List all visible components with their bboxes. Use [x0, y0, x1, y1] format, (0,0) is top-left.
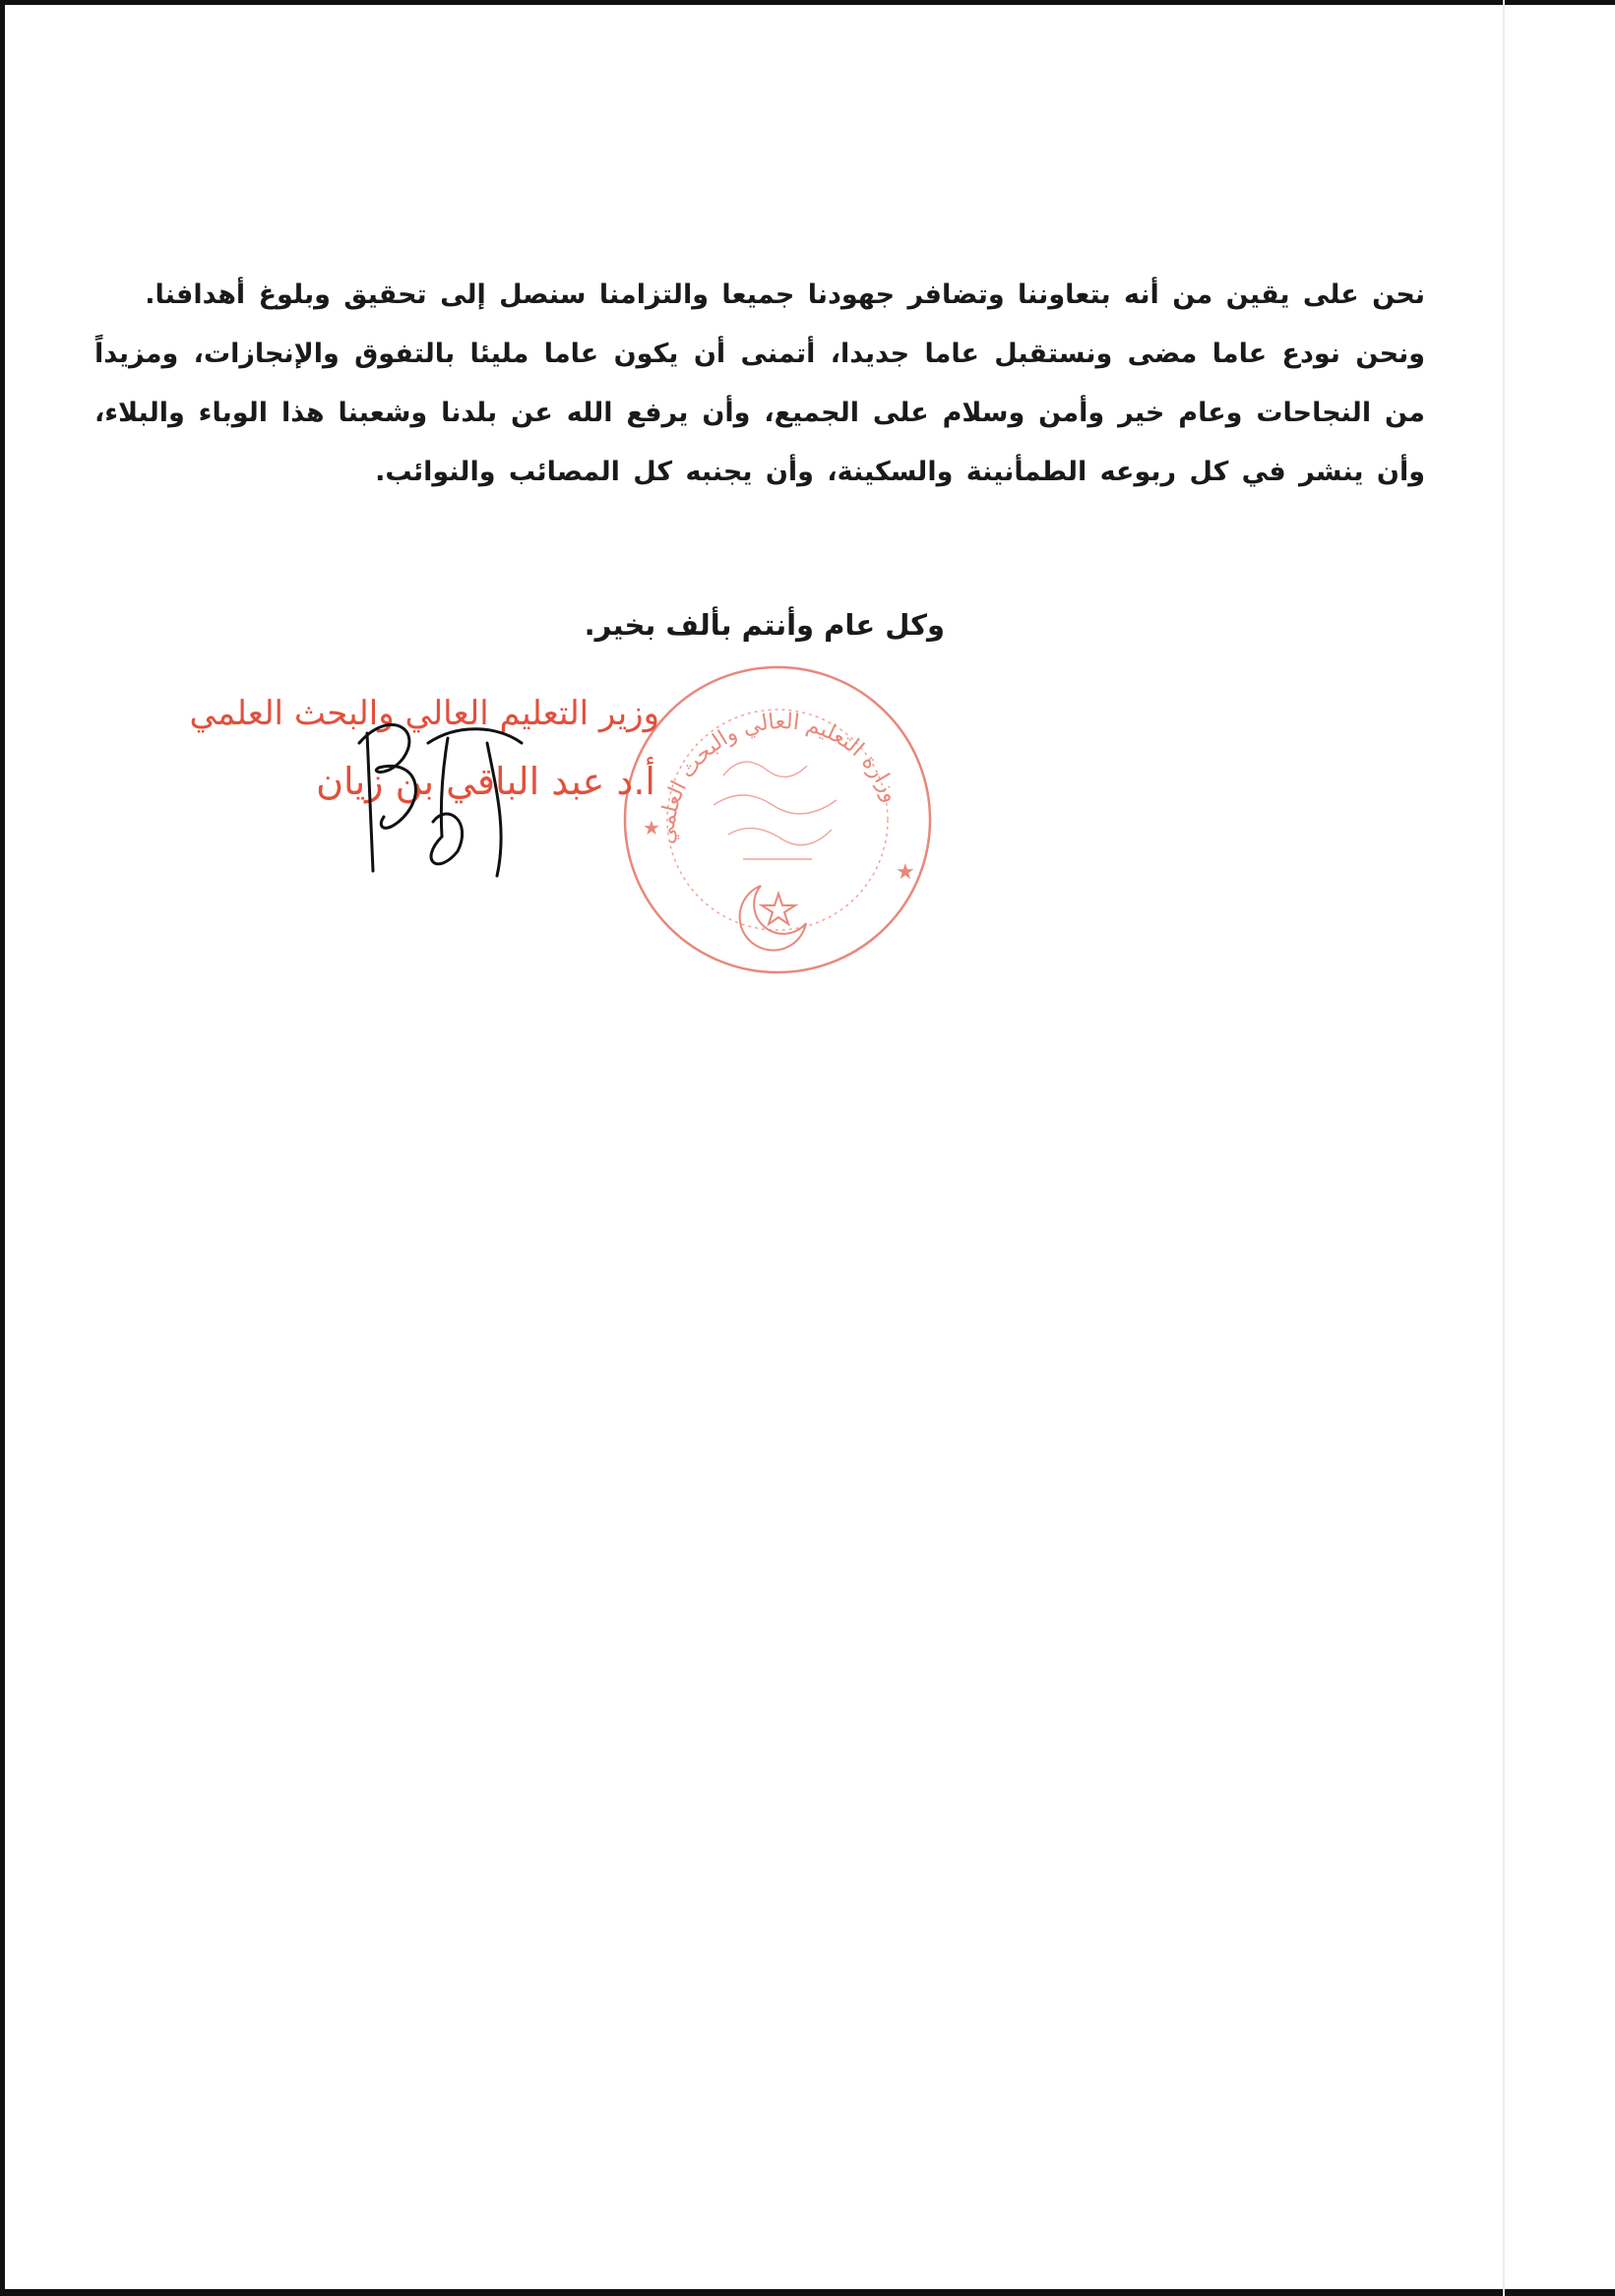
scan-edge-bottom	[0, 2289, 1615, 2296]
scan-edge-left	[0, 0, 5, 2296]
closing-greeting: وكل عام وأنتم بألف بخير.	[584, 608, 945, 642]
scan-edge-right	[1503, 0, 1505, 2296]
scan-edge-top	[0, 0, 1615, 5]
handwritten-signature	[349, 714, 546, 881]
svg-text:★: ★	[896, 860, 915, 885]
signatory-title: وزير التعليم العالي والبحث العلمي	[189, 694, 659, 733]
svg-text:★: ★	[643, 816, 660, 839]
signatory-name: أ.د عبد الباقي بن زيان	[316, 760, 655, 803]
paragraph-1: نحن على يقين من أنه بتعاوننا وتضافر جهودنا جميعا والتزامنا سنصل إلى تحقيق وبلوغ أهدافنا.	[145, 279, 1425, 310]
official-stamp	[615, 657, 940, 982]
paragraph-2: ونحن نودع عاما مضى ونستقبل عاما جديدا، أتمنى أن يكون عاما مليئا بالتفوق والإنجازات، ومزيداً من النجاحات وعام خير وأمن وسلام على الجميع، وأن يرفع الله عن بلدنا وشعبنا هذا الوباء والبلاء، وأن ينشر في كل ربوعه الطمأنينة والسكينة، وأن يجنبه كل المصائب والنوائب.	[94, 339, 1425, 487]
svg-text:وزارة التعليم العالي والبحث ال	[655, 710, 903, 844]
letter-body	[94, 266, 1425, 502]
stamp-text: وزارة التعليم العالي والبحث العلمي	[654, 710, 903, 845]
